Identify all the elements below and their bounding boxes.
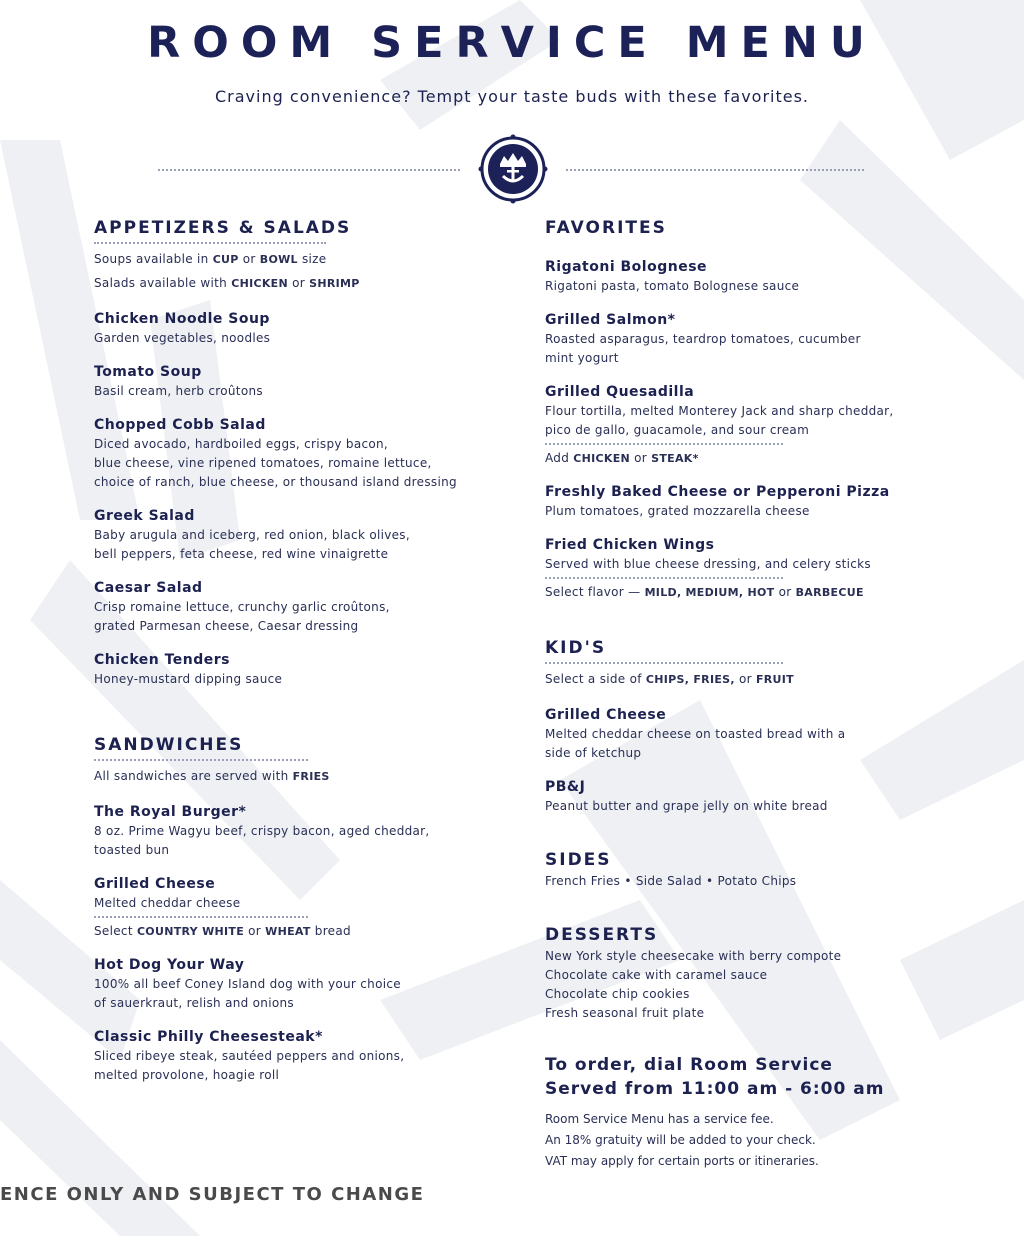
note-text: Salads available with [94,276,232,290]
item-desc: Crisp romaine lettuce, crunchy garlic croûtons, [94,600,390,614]
item-desc: Sliced ribeye steak, sautéed peppers and onions, [94,1049,405,1063]
item-name: Grilled Salmon* [545,312,676,328]
item-desc: choice of ranch, blue cheese, or thousand island dressing [94,475,457,489]
item-desc: side of ketchup [545,746,642,760]
menu-item [94,875,494,941]
section-title-sandwiches: SANDWICHES [94,735,244,755]
extra-text: or [774,585,796,599]
item-desc: grated Parmesan cheese, Caesar dressing [94,619,359,633]
extra-text: or [630,451,652,465]
item-divider [545,443,783,445]
section-divider [545,662,783,664]
note-text: or [288,276,310,290]
item-desc: bell peppers, feta cheese, red wine vinaigrette [94,547,389,561]
item-desc: Honey-mustard dipping sauce [94,672,283,686]
item-desc: Diced avocado, hardboiled eggs, crispy bacon, [94,437,389,451]
item-desc: blue cheese, vine ripened tomatoes, romaine lettuce, [94,456,432,470]
page-subtitle: Craving convenience? Tempt your taste buds with these favorites. [214,87,810,106]
note-text: or [734,672,756,686]
note-bold: FRIES [292,770,330,783]
menu-item [545,311,945,368]
section-title-sides: SIDES [545,850,612,870]
menu-item [94,416,494,492]
menu-item [94,310,494,348]
left-column [94,218,494,1085]
note-bold: CHICKEN [231,277,288,290]
item-extra [94,922,494,941]
dessert-item: New York style cheesecake with berry compote [545,949,842,963]
salads-note [94,272,494,295]
item-desc: Melted cheddar cheese [94,896,241,910]
crown-anchor-icon [478,134,548,204]
item-name: Grilled Cheese [545,707,667,723]
item-desc: 100% all beef Coney Island dog with your choice [94,977,401,991]
menu-item [545,383,945,468]
item-divider [545,577,783,579]
extra-bold: COUNTRY WHITE [136,925,245,938]
menu-item [545,778,945,816]
order-instructions: To order, dial Room Service [545,1055,833,1075]
menu-item [94,651,494,689]
menu-item [94,803,494,860]
note-text: or [238,252,260,266]
dessert-item: Fresh seasonal fruit plate [545,1006,705,1020]
item-desc: toasted bun [94,843,170,857]
note-bold: CHIPS, FRIES, [645,673,735,686]
note-text: Soups available in [94,252,213,266]
menu-item [545,258,945,296]
section-title-appetizers: APPETIZERS & SALADS [94,218,352,238]
item-name: Classic Philly Cheesesteak* [94,1029,323,1045]
menu-item [94,1028,494,1085]
item-name: Greek Salad [94,508,195,524]
item-desc: Garden vegetables, noodles [94,331,271,345]
extra-text: bread [310,924,351,938]
item-name: PB&J [545,779,586,795]
section-title-kids: KID'S [545,638,607,658]
page-title: ROOM SERVICE MENU [147,18,877,68]
sides-list: French Fries • Side Salad • Potato Chips [545,874,797,888]
note-text: All sandwiches are served with [94,769,293,783]
item-desc: Rigatoni pasta, tomato Bolognese sauce [545,279,800,293]
extra-bold: MILD, MEDIUM, HOT [644,586,775,599]
gratuity-note: An 18% gratuity will be added to your check. [545,1133,816,1147]
item-desc: Peanut butter and grape jelly on white bread [545,799,828,813]
note-bold: FRUIT [755,673,794,686]
vat-note: VAT may apply for certain ports or itineraries. [545,1154,819,1168]
item-name: Grilled Quesadilla [545,384,695,400]
item-name: The Royal Burger* [94,804,247,820]
menu-item [545,483,945,521]
item-name: Hot Dog Your Way [94,957,245,973]
item-name: Tomato Soup [94,364,202,380]
soups-note [94,248,494,271]
item-desc: Melted cheddar cheese on toasted bread with a [545,727,846,741]
section-title-favorites: FAVORITES [545,218,667,238]
item-desc: melted provolone, hoagie roll [94,1068,280,1082]
note-bold: BOWL [259,253,298,266]
divider-left [158,169,460,171]
extra-bold: WHEAT [265,925,311,938]
item-name: Grilled Cheese [94,876,216,892]
item-name: Rigatoni Bolognese [545,259,708,275]
service-hours: Served from 11:00 am - 6:00 am [545,1079,885,1099]
item-name: Chicken Noodle Soup [94,311,270,327]
section-divider [94,759,308,761]
menu-item [94,363,494,401]
item-desc: Baby arugula and iceberg, red onion, black olives, [94,528,410,542]
item-extra [545,449,945,468]
sandwiches-note [94,765,494,788]
extra-text: or [244,924,266,938]
menu-item [94,956,494,1013]
item-desc: Basil cream, herb croûtons [94,384,263,398]
fee-note: Room Service Menu has a service fee. [545,1112,774,1126]
item-name: Chicken Tenders [94,652,231,668]
item-name: Freshly Baked Cheese or Pepperoni Pizza [545,484,890,500]
kids-note [545,668,945,691]
menu-item [545,536,945,602]
item-divider [94,916,308,918]
footer-disclaimer: ENCE ONLY AND SUBJECT TO CHANGE [0,1184,425,1205]
extra-text: Select flavor — [545,585,645,599]
item-name: Chopped Cobb Salad [94,417,266,433]
extra-bold: BARBECUE [795,586,864,599]
item-extra [545,583,945,602]
item-name: Caesar Salad [94,580,203,596]
item-desc: Plum tomatoes, grated mozzarella cheese [545,504,810,518]
note-bold: CUP [212,253,239,266]
dessert-item: Chocolate cake with caramel sauce [545,968,768,982]
extra-bold: STEAK* [651,452,699,465]
extra-text: Select [94,924,137,938]
item-desc: Flour tortilla, melted Monterey Jack and sharp cheddar, [545,404,894,418]
item-desc: of sauerkraut, relish and onions [94,996,294,1010]
item-desc: Roasted asparagus, teardrop tomatoes, cucumber [545,332,861,346]
menu-item [94,579,494,636]
extra-text: Add [545,451,574,465]
extra-bold: CHICKEN [573,452,631,465]
section-divider [94,242,326,244]
item-name: Fried Chicken Wings [545,537,715,553]
item-desc: pico de gallo, guacamole, and sour cream [545,423,810,437]
divider-right [566,169,864,171]
menu-item [545,706,945,763]
item-desc: Served with blue cheese dressing, and celery sticks [545,557,871,571]
note-bold: SHRIMP [309,277,360,290]
note-text: size [297,252,327,266]
right-column [545,218,945,1172]
menu-item [94,507,494,564]
section-title-desserts: DESSERTS [545,925,659,945]
note-text: Select a side of [545,672,646,686]
dessert-item: Chocolate chip cookies [545,987,690,1001]
item-desc: mint yogurt [545,351,619,365]
item-desc: 8 oz. Prime Wagyu beef, crispy bacon, aged cheddar, [94,824,430,838]
